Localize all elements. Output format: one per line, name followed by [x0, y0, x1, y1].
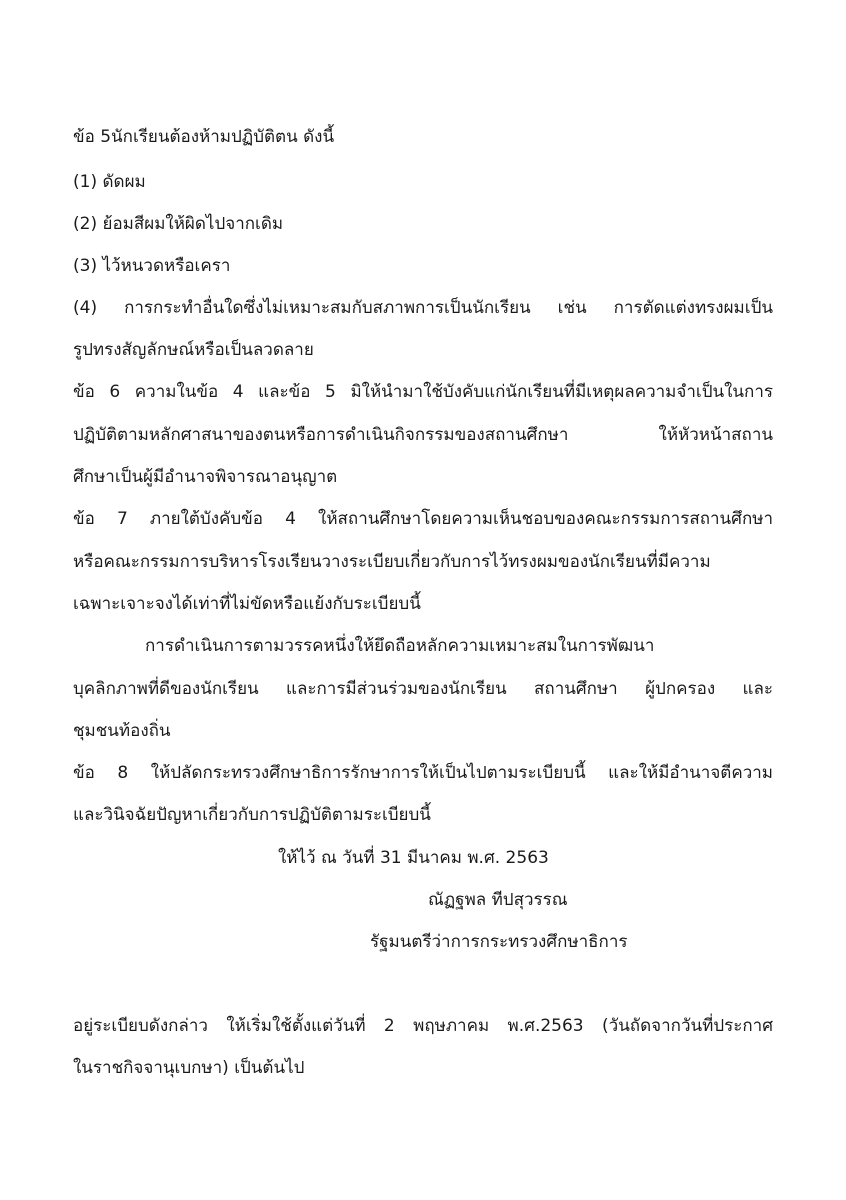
- clause-7-paragraph-2-line-3: ชุมชนท้องถิ่น: [73, 721, 171, 741]
- clause-6-line-2: ปฏิบัติตามหลักศาสนาของตนหรือการดำเนินกิจกรรมของสถานศึกษา ให้หัวหน้าสถาน: [73, 425, 773, 445]
- clause-5-item-3: (3) ไว้หนวดหรือเครา: [73, 256, 231, 276]
- clause-6-line-3: ศึกษาเป็นผู้มีอำนาจพิจารณาอนุญาต: [73, 467, 338, 487]
- clause-7-line-2: หรือคณะกรรมการบริหารโรงเรียนวางระเบียบเกี่ยวกับการไว้ทรงผมของนักเรียนที่มีความ: [73, 552, 711, 572]
- clause-8-line-2: และวินิจฉัยปัญหาเกี่ยวกับการปฏิบัติตามระเบียบนี้: [73, 805, 431, 825]
- clause-5-item-2: (2) ย้อมสีผมให้ผิดไปจากเดิม: [73, 214, 284, 234]
- footer-line-2: ในราชกิจจานุเบกษา) เป็นต้นไป: [73, 1058, 305, 1078]
- footer-line-1: อยู่ระเบียบดังกล่าว ให้เริ่มใช้ตั้งแต่วันที่ 2 พฤษภาคม พ.ศ.2563 (วันถัดจากวันที่ประกาศ: [73, 1016, 773, 1036]
- clause-7-line-1: ข้อ 7 ภายใต้บังคับข้อ 4 ให้สถานศึกษาโดยความเห็นชอบของคณะกรรมการสถานศึกษา: [73, 509, 773, 529]
- clause-7-paragraph-2-line-1: การดำเนินการตามวรรคหนึ่งให้ยึดถือหลักความเหมาะสมในการพัฒนา: [145, 636, 655, 656]
- clause-7-line-3: เฉพาะเจาะจงได้เท่าที่ไม่ขัดหรือแย้งกับระเบียบนี้: [73, 594, 421, 614]
- signature-name: ณัฏฐพล ทีปสุวรรณ: [428, 890, 568, 910]
- clause-5-item-4-cont: รูปทรงสัญลักษณ์หรือเป็นลวดลาย: [73, 340, 314, 360]
- clause-5-item-4: (4) การกระทำอื่นใดซึ่งไม่เหมาะสมกับสภาพการเป็นนักเรียน เช่น การตัดแต่งทรงผมเป็น: [73, 298, 773, 318]
- clause-6-line-1: ข้อ 6 ความในข้อ 4 และข้อ 5 มิให้นำมาใช้บังคับแก่นักเรียนที่มีเหตุผลความจำเป็นในการ: [73, 382, 773, 402]
- clause-8-line-1: ข้อ 8 ให้ปลัดกระทรวงศึกษาธิการรักษาการให้เป็นไปตามระเบียบนี้ และให้มีอำนาจตีความ: [73, 763, 773, 783]
- clause-5-item-1: (1) ดัดผม: [73, 172, 146, 192]
- clause-5-heading: ข้อ 5นักเรียนต้องห้ามปฏิบัติตน ดังนี้: [73, 127, 335, 147]
- signature-title: รัฐมนตรีว่าการกระทรวงศึกษาธิการ: [370, 932, 628, 952]
- signature-date: ให้ไว้ ณ วันที่ 31 มีนาคม พ.ศ. 2563: [278, 848, 549, 868]
- clause-7-paragraph-2-line-2: บุคลิกภาพที่ดีของนักเรียน และการมีส่วนร่วมของนักเรียน สถานศึกษา ผู้ปกครอง และ: [73, 679, 773, 699]
